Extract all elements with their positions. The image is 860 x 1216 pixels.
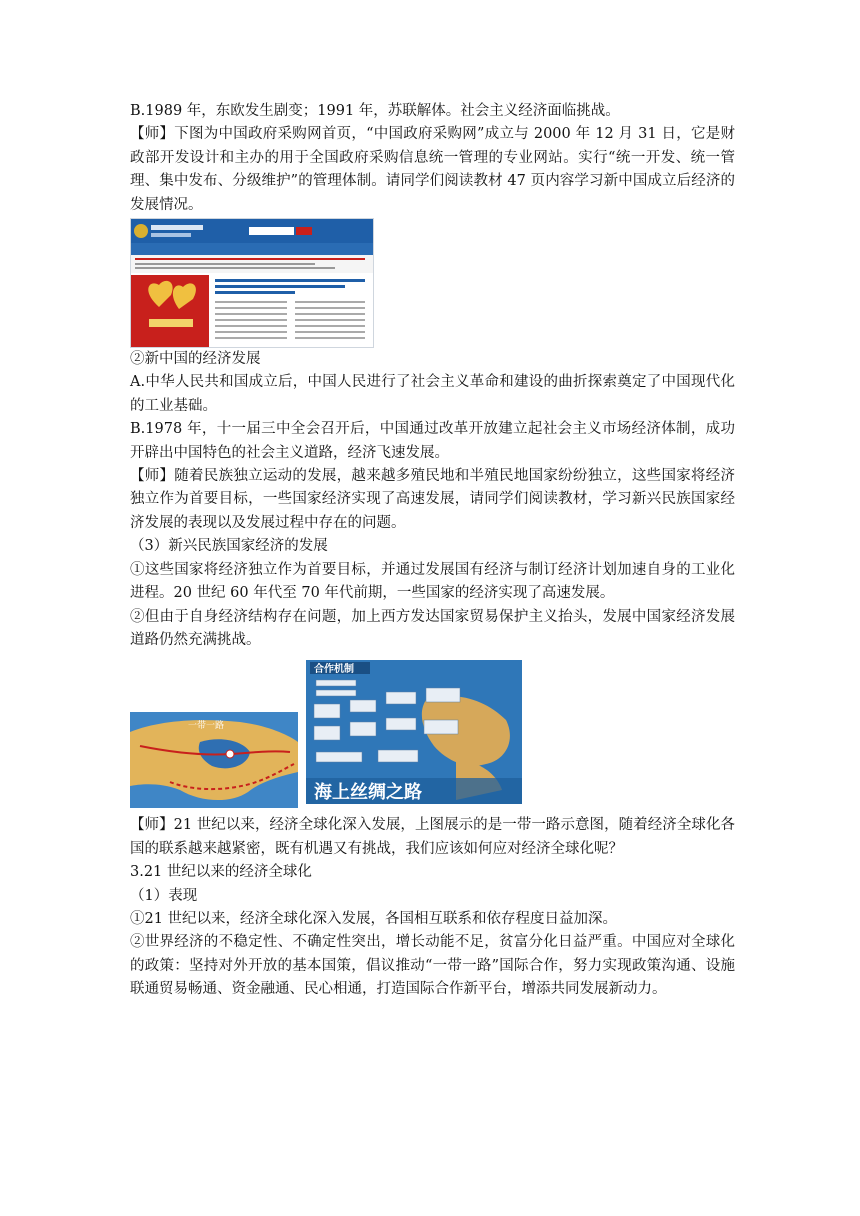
paragraph: B.1989 年，东欧发生剧变；1991 年，苏联解体。社会主义经济面临挑战。	[130, 103, 620, 119]
cooperation-mechanism-title: 合作机制	[314, 664, 354, 676]
paragraph: ②世界经济的不稳定性、不确定性突出，增长动能不足，贫富分化日益严重。中国应对全球化的政策：坚持对外开放的基本国策，倡议推动“一带一路”国际合作，努力实现政策沟通、设施联通贸易畅通、资金融通、民心相通，打造国际合作新平台，增添共同发展新动力。	[130, 934, 735, 998]
document-page	[130, 100, 735, 1002]
paragraph: 【师】随着民族独立运动的发展，越来越多殖民地和半殖民地国家纷纷独立，这些国家将经济独立作为首要目标，一些国家经济实现了高速发展，请同学们阅读教材，学习新兴民族国家经济发展的表现以及发展过程中存在的问题。	[130, 468, 735, 531]
paragraph: A.中华人民共和国成立后，中国人民进行了社会主义革命和建设的曲折探索奠定了中国现代化的工业基础。	[130, 374, 735, 414]
paragraph: 【师】21 世纪以来，经济全球化深入发展，上图展示的是一带一路示意图，随着经济全球化各国的联系越来越紧密，既有机遇又有挑战，我们应该如何应对经济全球化呢？	[130, 817, 735, 857]
procurement-website-image	[130, 218, 374, 348]
maritime-silk-road-caption: 海上丝绸之路	[314, 782, 422, 804]
paragraph: ①这些国家将经济独立作为首要目标，并通过发展国有经济与制订经济计划加速自身的工业化进程。20 世纪 60 年代至 70 年代前期，一些国家的经济实现了高速发展。	[130, 561, 735, 602]
maritime-silk-road-image	[306, 660, 522, 804]
paragraph: ②新中国的经济发展	[130, 351, 261, 368]
paragraph: 3.21 世纪以来的经济全球化	[130, 864, 312, 881]
paragraph: ②但由于自身经济结构存在问题，加上西方发达国家贸易保护主义抬头，发展中国家经济发展道路仍然充满挑战。	[130, 608, 735, 648]
paragraph: ①21 世纪以来，经济全球化深入发展，各国相互联系和依存程度日益加深。	[130, 910, 618, 927]
paragraph: （3）新兴民族国家经济的发展	[130, 538, 328, 555]
paragraph: 【师】下图为中国政府采购网首页，“中国政府采购网”成立与 2000 年 12 月 31 日，它是财政部开发设计和主办的用于全国政府采购信息统一管理的专业网站。实行“统一开发、统一管理、集中发布、分级维护”的管理体制。请同学们阅读教材 47 页内容学习新中国成立后经济的发展情况。	[130, 126, 735, 213]
belt-road-map-image	[130, 712, 298, 808]
paragraph: B.1978 年，十一届三中全会召开后，中国通过改革开放建立起社会主义市场经济体制，成功开辟出中国特色的社会主义道路，经济飞速发展。	[130, 421, 735, 461]
belt-road-map-title: 一带一路	[188, 721, 225, 732]
belt-road-images	[130, 660, 735, 810]
paragraph: （1）表现	[130, 887, 198, 904]
